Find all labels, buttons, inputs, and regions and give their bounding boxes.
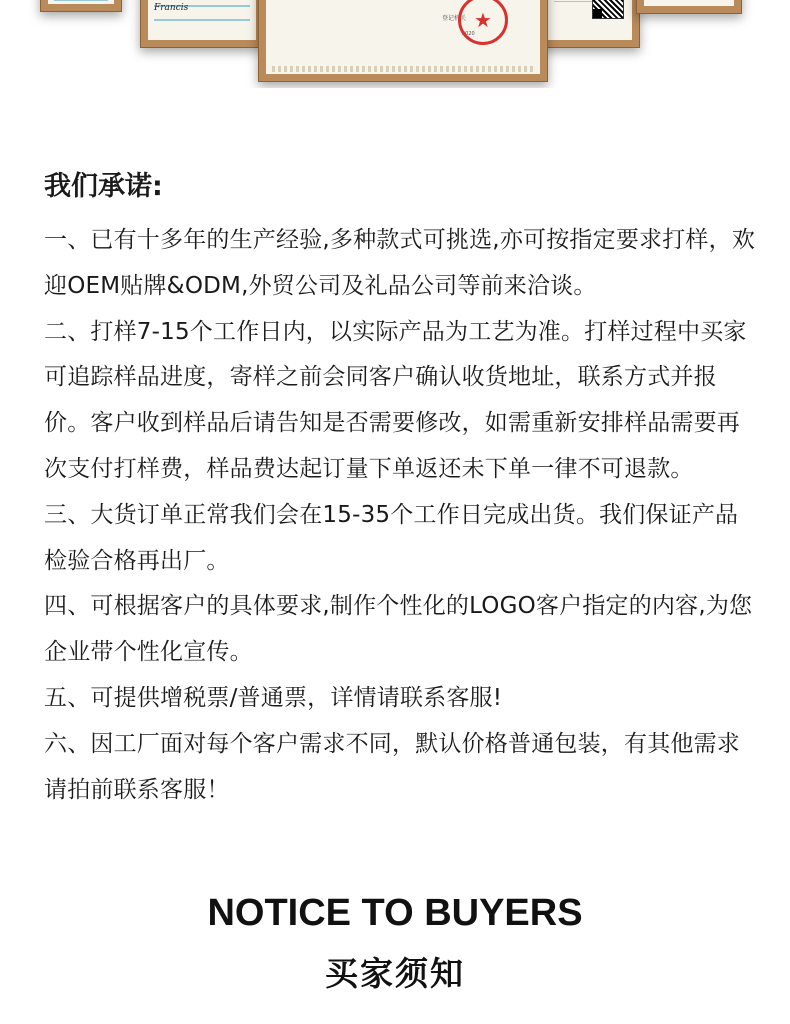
certificate-paper: [148, 0, 256, 40]
certificate-frame: [140, 0, 264, 48]
certificate-frame: [636, 0, 742, 14]
qr-code-icon: [592, 0, 624, 19]
certificate-paper: [548, 0, 632, 40]
notice-title-english: NOTICE TO BUYERS: [207, 892, 583, 934]
certificate-paper: [48, 0, 114, 4]
certificate-frame: [540, 0, 640, 48]
registration-year: 2020: [462, 31, 475, 37]
seal-star-icon: ★: [474, 8, 492, 32]
business-license-frame: [258, 0, 548, 82]
certificate-signature: Francis: [154, 3, 189, 13]
business-license-paper: [266, 0, 540, 74]
certificate-line: [154, 19, 250, 21]
commitment-item: 二、打样7-15个工作日内，以实际产品为工艺为准。打样过程中买家可追踪样品进度，寄样之前会同客户确认收货地址，联系方式并报价。客户收到样品后请告知是否需要修改，如需重新安排样品需要再次支付打样费，样品费达起订量下单返还未下单一律不可退款。: [44, 318, 747, 482]
commitment-item: 六、因工厂面对每个客户需求不同，默认价格普通包装，有其他需求请拍前联系客服！: [44, 730, 740, 803]
certificate-line: [54, 0, 108, 1]
commitment-item: 三、大货订单正常我们会在15-35个工作日完成出货。我们保证产品检验合格再出厂。: [44, 501, 739, 574]
commitment-item: 四、可根据客户的具体要求,制作个性化的LOGO客户指定的内容,为您企业带个性化宣传。: [44, 593, 753, 666]
commitment-item: 一、已有十多年的生产经验,多种款式可挑选,亦可按指定要求打样，欢迎OEM贴牌&ODM,外贸公司及礼品公司等前来洽谈。: [44, 227, 756, 299]
registration-authority-label: 登记机关: [442, 15, 467, 22]
certificate-strip: [0, 0, 790, 88]
commitment-item: 五、可提供增税票/普通票，详情请联系客服!: [44, 684, 503, 711]
certificate-border-pattern: [272, 66, 534, 72]
certificate-frame: [40, 0, 122, 12]
notice-title-chinese: 买家须知: [325, 954, 465, 993]
commitment-list: [44, 218, 760, 813]
official-seal-icon: [458, 0, 508, 45]
certificate-paper: [644, 0, 734, 6]
commitment-heading: 我们承诺:: [44, 171, 163, 202]
